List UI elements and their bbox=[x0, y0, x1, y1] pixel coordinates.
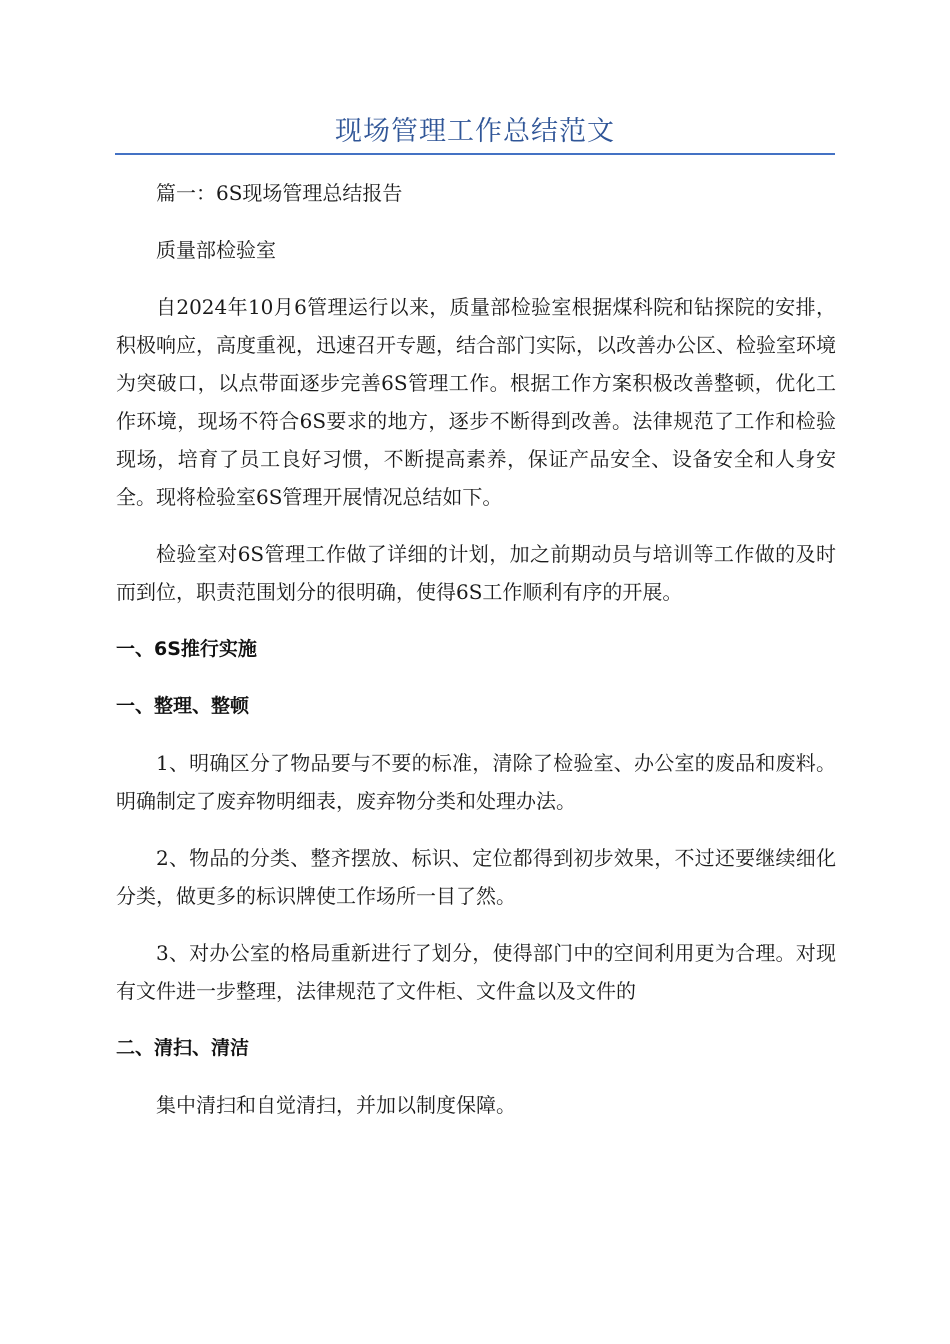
paragraph-item-3: 3、对办公室的格局重新进行了划分，使得部门中的空间利用更为合理。对现有文件进一步整理，法律规范了文件柜、文件盒以及文件的 bbox=[116, 941, 836, 1003]
section-heading-sort-straighten: 一、整理、整顿 bbox=[116, 695, 250, 717]
title-underline-rule bbox=[115, 153, 835, 155]
paragraph-plan: 检验室对6S管理工作做了详细的计划，加之前期动员与培训等工作做的及时而到位，职责范围划分的很明确，使得6S工作顺利有序的开展。 bbox=[116, 542, 836, 604]
paragraph-intro: 自2024年10月6管理运行以来，质量部检验室根据煤科院和钻探院的安排，积极响应，高度重视，迅速召开专题，结合部门实际，以改善办公区、检验室环境为突破口，以点带面逐步完善6S管理工作。根据工作方案积极改善整顿，优化工作环境，现场不符合6S要求的地方，逐步不断得到改善。法律规范了工作和检验现场，培育了员工良好习惯，不断提高素养，保证产品安全、设备安全和人身安全。现将检验室6S管理开展情况总结如下。 bbox=[116, 295, 836, 509]
section-heading-sweep-clean: 二、清扫、清洁 bbox=[116, 1037, 250, 1059]
document-body bbox=[116, 174, 836, 1143]
paragraph-part-one-heading: 篇一：6S现场管理总结报告 bbox=[156, 181, 403, 205]
section-heading-6s-implementation: 一、6S推行实施 bbox=[116, 638, 257, 660]
document-title: 现场管理工作总结范文 bbox=[335, 116, 615, 147]
paragraph-item-1: 1、明确区分了物品要与不要的标准，清除了检验室、办公室的废品和废料。明确制定了废弃物明细表，废弃物分类和处理办法。 bbox=[116, 751, 836, 813]
paragraph-department: 质量部检验室 bbox=[156, 238, 276, 262]
paragraph-item-2: 2、物品的分类、整齐摆放、标识、定位都得到初步效果，不过还要继续细化分类，做更多的标识牌使工作场所一目了然。 bbox=[116, 846, 836, 908]
paragraph-cleaning: 集中清扫和自觉清扫，并加以制度保障。 bbox=[156, 1093, 516, 1117]
